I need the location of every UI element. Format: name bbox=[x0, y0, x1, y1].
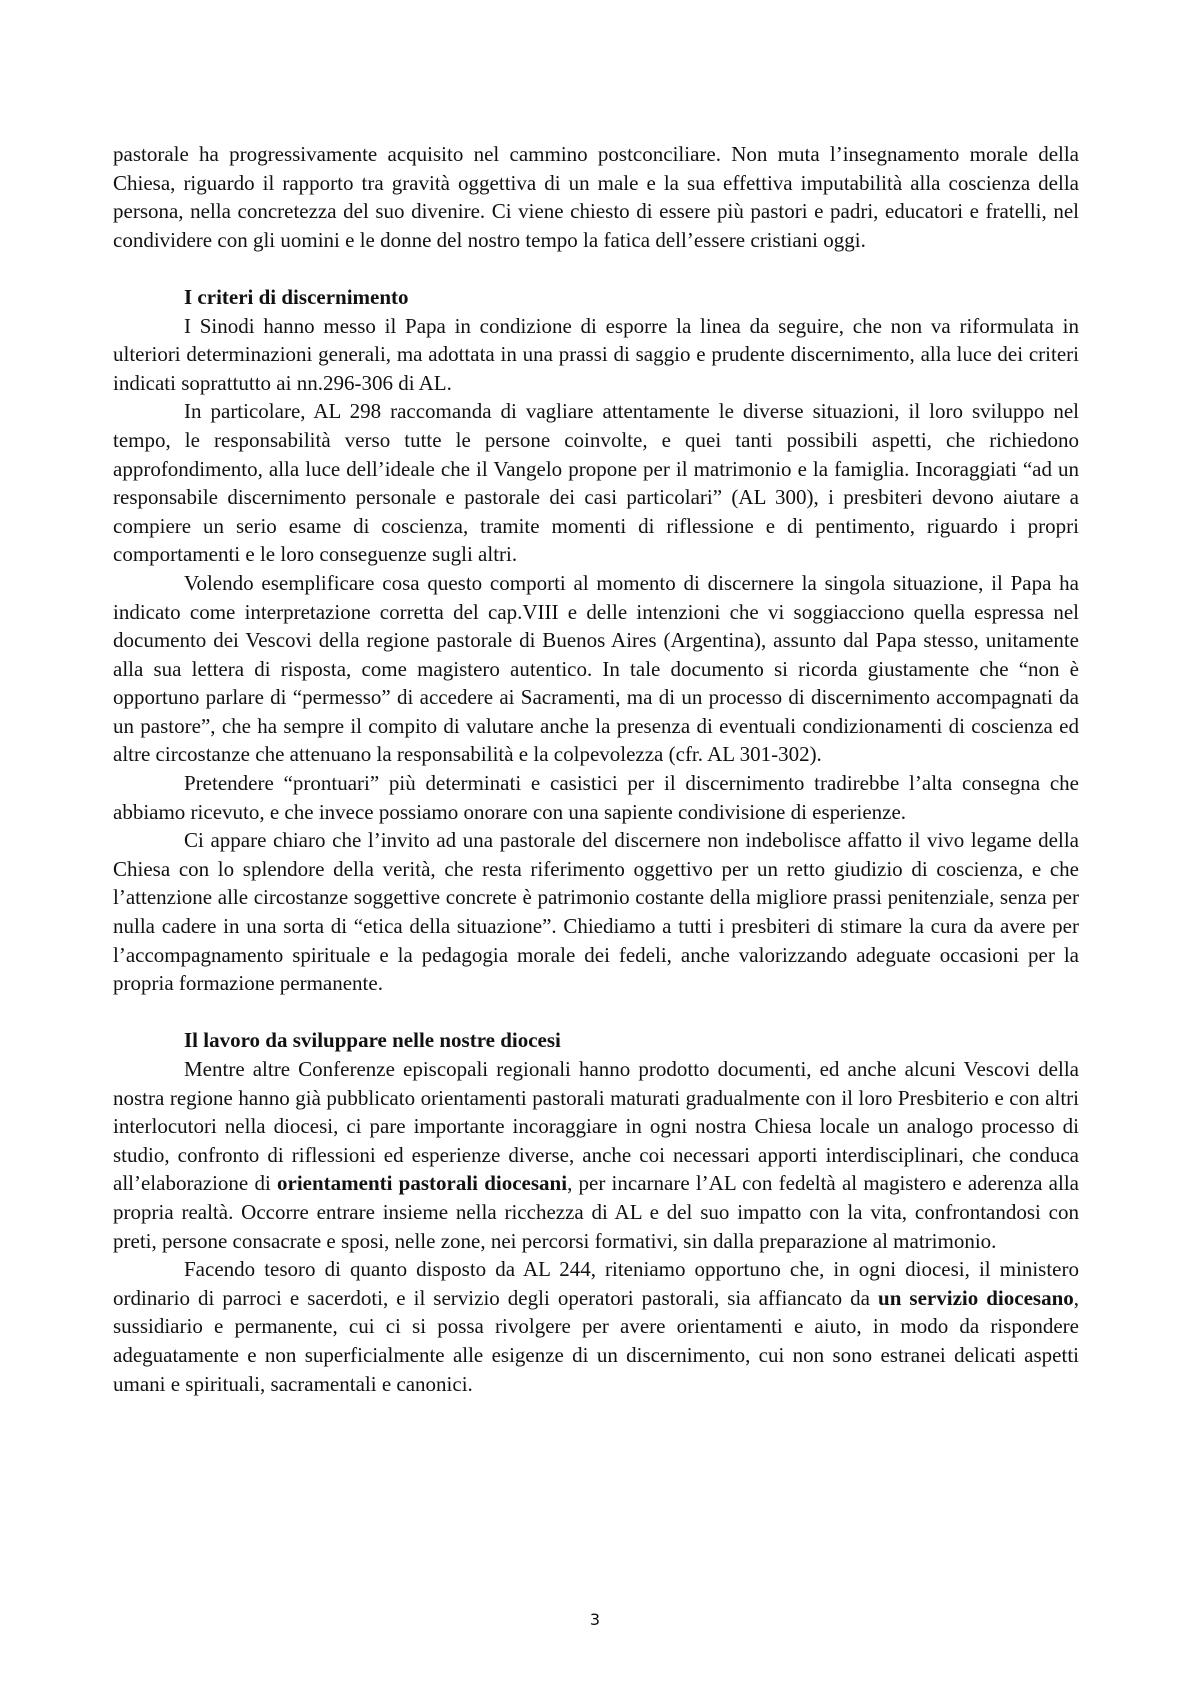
section-heading-criteri: I criteri di discernimento bbox=[184, 284, 409, 309]
document-body bbox=[113, 140, 1079, 1398]
section-heading-lavoro: Il lavoro da sviluppare nelle nostre diocesi bbox=[184, 1028, 561, 1053]
text-run: Mentre altre Conferenze episcopali regionali hanno prodotto documenti, ed anche alcuni Vescovi della nostra regione hanno già pubblicato orientamenti pastorali maturati gradualmente con il loro Presbiterio e con altri interlocutori nella diocesi, ci pare importante incoraggiare in ogni nostra Chiesa locale un analogo processo di studio, confronto di riflessioni ed esperienze diverse, anche coi necessari apporti interdisciplinari, che conduca all’elaborazione di bbox=[113, 1057, 1079, 1196]
paragraph: I Sinodi hanno messo il Papa in condizione di esporre la linea da seguire, che non va riformulata in ulteriori determinazioni generali, ma adottata in una prassi di saggio e prudente discernimento, alla luce dei criteri indicati soprattutto ai nn.296-306 di AL. bbox=[113, 313, 1079, 395]
text-run: , per incarnare l’AL con fedeltà al magistero e aderenza alla propria realtà. Occorre entrare insieme nella ricchezza di AL e del suo impatto con la vita, confrontandosi con preti, persone consacrate e sposi, nelle zone, nei percorsi formativi, sin dalla preparazione al matrimonio. bbox=[113, 1171, 1079, 1253]
spacer bbox=[113, 998, 1079, 1027]
emphasis-servizio: un servizio diocesano bbox=[878, 1285, 1074, 1310]
paragraph bbox=[113, 1055, 1079, 1255]
spacer bbox=[113, 254, 1079, 283]
intro-paragraph: pastorale ha progressivamente acquisito nel cammino postconciliare. Non muta l’insegnamento morale della Chiesa, riguardo il rapporto tra gravità oggettiva di un male e la sua effettiva imputabilità alla coscienza della persona, nella concretezza del suo divenire. Ci viene chiesto di essere più pastori e padri, educatori e fratelli, nel condividere con gli uomini e le donne del nostro tempo la fatica dell’essere cristiani oggi. bbox=[113, 142, 1079, 252]
emphasis-orientamenti: orientamenti pastorali diocesani bbox=[277, 1171, 568, 1196]
paragraph: Pretendere “prontuari” più determinati e casistici per il discernimento tradirebbe l’alta consegna che abbiamo ricevuto, e che invece possiamo onorare con una sapiente condivisione di esperienze. bbox=[113, 771, 1079, 824]
page-number: 3 bbox=[589, 1610, 601, 1629]
text-run: , sussidiario e permanente, cui ci si possa rivolgere per avere orientamenti e aiuto, in modo da rispondere adeguatamente e non superficialmente alle esigenze di un discernimento, cui non sono estranei delicati aspetti umani e spirituali, sacramentali e canonici. bbox=[113, 1285, 1080, 1396]
paragraph: In particolare, AL 298 raccomanda di vagliare attentamente le diverse situazioni, il loro sviluppo nel tempo, le responsabilità verso tutte le persone coinvolte, e quei tanti possibili aspetti, che richiedono approfondimento, alla luce dell’ideale che il Vangelo propone per il matrimonio e la famiglia. Incoraggiati “ad un responsabile discernimento personale e pastorale dei casi particolari” (AL 300), i presbiteri devono aiutare a compiere un serio esame di coscienza, tramite momenti di riflessione e di pentimento, riguardo i propri comportamenti e le loro conseguenze sugli altri. bbox=[113, 399, 1079, 567]
paragraph: Volendo esemplificare cosa questo comporti al momento di discernere la singola situazione, il Papa ha indicato come interpretazione corretta del cap.VIII e delle intenzioni che vi soggiacciono quella espressa nel documento dei Vescovi della regione pastorale di Buenos Aires (Argentina), assunto dal Papa stesso, unitamente alla sua lettera di risposta, come magistero autentico. In tale documento si ricorda giustamente che “non è opportuno parlare di “permesso” di accedere ai Sacramenti, ma di un processo di discernimento accompagnati da un pastore”, che ha sempre il compito di valutare anche la presenza di eventuali condizionamenti di coscienza ed altre circostanze che attenuano la responsabilità e la colpevolezza (cfr. AL 301-302). bbox=[113, 570, 1079, 767]
paragraph: Ci appare chiaro che l’invito ad una pastorale del discernere non indebolisce affatto il vivo legame della Chiesa con lo splendore della verità, che resta riferimento oggettivo per un retto giudizio di coscienza, e che l’attenzione alle circostanze soggettive concrete è patrimonio costante della migliore prassi penitenziale, senza per nulla cadere in una sorta di “etica della situazione”. Chiediamo a tutti i presbiteri di stimare la cura da avere per l’accompagnamento spirituale e la pedagogia morale dei fedeli, anche valorizzando adeguate occasioni per la propria formazione permanente. bbox=[113, 828, 1079, 996]
text-run: Facendo tesoro di quanto disposto da AL 244, riteniamo opportuno che, in ogni diocesi, il ministero ordinario di parroci e sacerdoti, e il servizio degli operatori pastorali, sia affiancato da bbox=[113, 1257, 1079, 1310]
paragraph bbox=[113, 1255, 1079, 1398]
